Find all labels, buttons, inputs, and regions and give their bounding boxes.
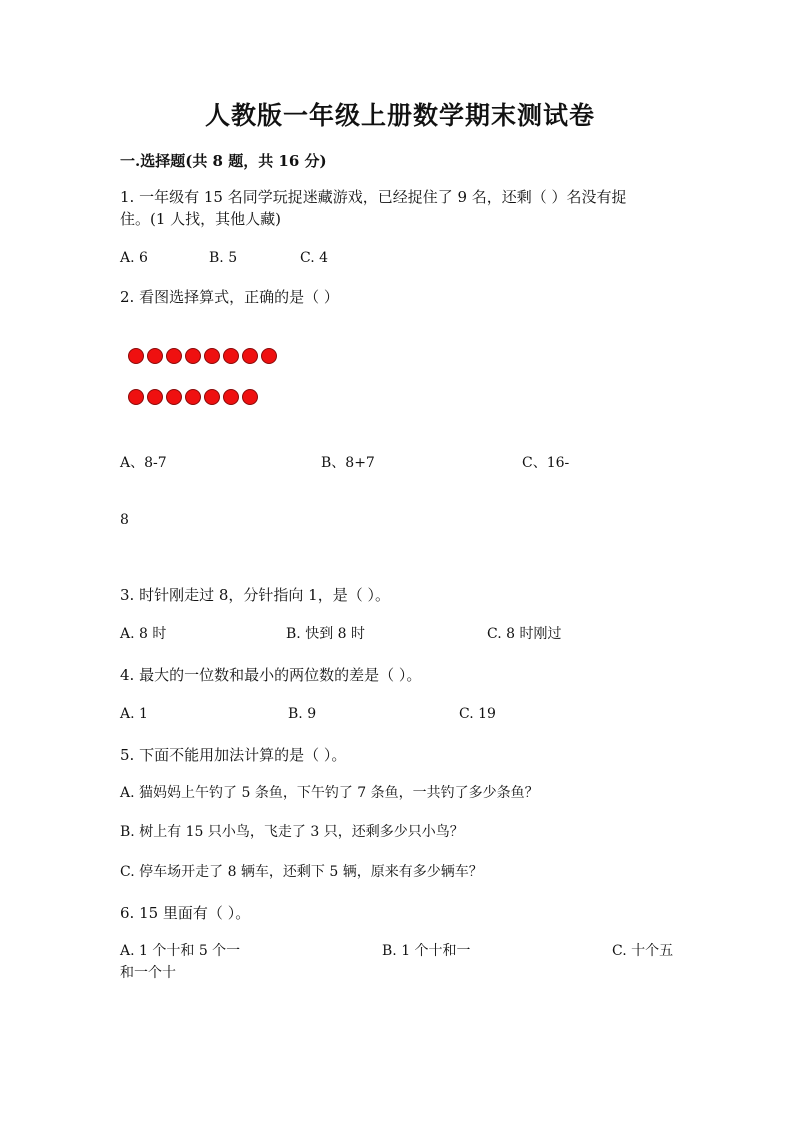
red-dot [223, 389, 239, 405]
section-heading: 一.选择题(共 8 题，共 16 分) [120, 152, 327, 170]
red-dot [166, 348, 182, 364]
question-1-option-b: B. 5 [209, 250, 238, 266]
question-5-option-a: A. 猫妈妈上午钓了 5 条鱼，下午钓了 7 条鱼，一共钓了多少条鱼？ [120, 785, 539, 801]
red-dot [204, 389, 220, 405]
question-5-option-c: C. 停车场开走了 8 辆车，还剩下 5 辆，原来有多少辆车？ [120, 864, 483, 880]
red-dot [128, 348, 144, 364]
question-2-option-c: C、16- [522, 455, 570, 471]
red-dot [185, 348, 201, 364]
question-6-option-c-wrap: 和一个十 [120, 965, 176, 981]
question-1-line-1: 1. 一年级有 15 名同学玩捉迷藏游戏，已经捉住了 9 名，还剩（ ）名没有捉 [120, 188, 627, 206]
question-2-option-c-wrap: 8 [120, 512, 129, 528]
red-dot [242, 348, 258, 364]
red-dot [223, 348, 239, 364]
question-6-option-a: A. 1 个十和 5 个一 [120, 943, 241, 959]
question-3-option-c: C. 8 时刚过 [487, 626, 562, 642]
question-5-text: 5. 下面不能用加法计算的是（ ）。 [120, 746, 347, 764]
question-3-option-a: A. 8 时 [120, 626, 167, 642]
question-4-option-c: C. 19 [459, 706, 496, 722]
question-4-text: 4. 最大的一位数和最小的两位数的差是（ ）。 [120, 666, 422, 684]
red-dot [204, 348, 220, 364]
red-dot [147, 348, 163, 364]
red-dot [185, 389, 201, 405]
question-1-option-c: C. 4 [300, 250, 329, 266]
question-3-option-b: B. 快到 8 时 [286, 626, 365, 642]
question-5-option-b: B. 树上有 15 只小鸟，飞走了 3 只，还剩多少只小鸟？ [120, 824, 464, 840]
red-dot [128, 389, 144, 405]
question-6-option-b: B. 1 个十和一 [382, 943, 471, 959]
question-6-option-c: C. 十个五 [612, 943, 674, 959]
red-dot [242, 389, 258, 405]
question-4-option-b: B. 9 [288, 706, 317, 722]
red-dot [147, 389, 163, 405]
question-6-text: 6. 15 里面有（ ）。 [120, 904, 251, 922]
page-title: 人教版一年级上册数学期末测试卷 [204, 101, 595, 130]
question-1-option-a: A. 6 [120, 250, 148, 266]
question-4-option-a: A. 1 [120, 706, 148, 722]
question-2-option-a: A、8-7 [120, 455, 167, 471]
question-3-text: 3. 时针刚走过 8，分针指向 1，是（ ）。 [120, 586, 390, 604]
question-2-option-b: B、8+7 [321, 455, 375, 471]
question-2-text: 2. 看图选择算式，正确的是（ ） [120, 288, 339, 306]
question-1-line-2: 住。(1 人找，其他人藏) [120, 210, 282, 228]
red-dot [261, 348, 277, 364]
red-dot [166, 389, 182, 405]
